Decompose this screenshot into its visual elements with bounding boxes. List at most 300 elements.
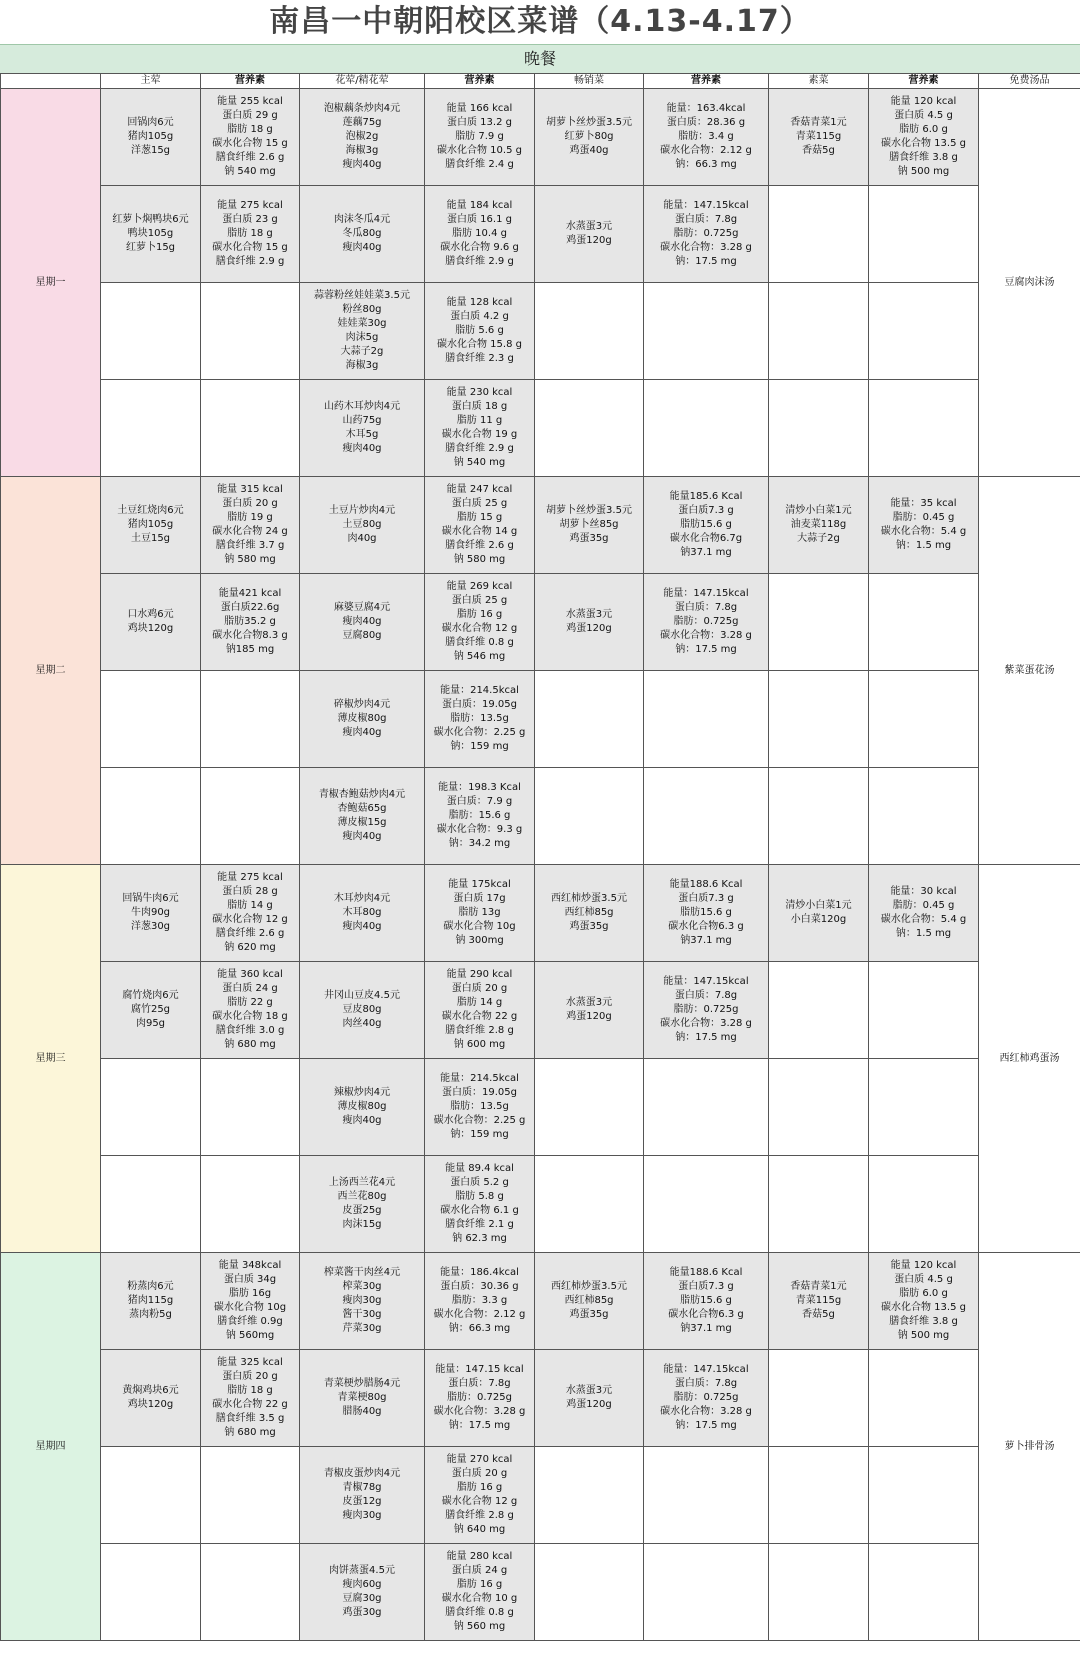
cell-line: 蛋白质 4.5 g — [894, 1274, 953, 1285]
main-nutrition-cell — [201, 1350, 300, 1447]
main-nutrition-cell — [201, 1059, 300, 1156]
vegetable-cell — [769, 283, 869, 380]
day-label: 星期二 — [1, 477, 101, 865]
main-dish-cell — [101, 477, 201, 574]
vegetable-nutrition-cell — [869, 477, 979, 574]
cell-line: 膳食纤维 2.9 g — [445, 443, 514, 454]
main-dish-cell — [101, 186, 201, 283]
vegetable-cell — [769, 671, 869, 768]
cell-line: 蛋白质：19.05g — [442, 699, 517, 710]
cell-line: 脂肪 16g — [228, 1288, 272, 1299]
cell-line: 碳水化合物 6.1 g — [440, 1205, 519, 1216]
cell-line: 钠：34.2 mg — [448, 838, 511, 849]
cell-line: 酱干30g — [342, 1309, 382, 1320]
mixed-dish-cell — [300, 1156, 425, 1253]
cell-line: 能量 247 kcal — [446, 484, 513, 495]
cell-line: 清炒小白菜1元 — [785, 505, 852, 516]
cell-line: 膳食纤维 3.0 g — [215, 1025, 285, 1036]
table-row — [1, 865, 1080, 962]
main-nutrition-cell — [201, 1544, 300, 1641]
cell-line: 能量：147.15kcal — [663, 200, 749, 211]
cell-line: 西红柿炒蛋3.5元 — [551, 893, 627, 904]
cell-line: 能量 315 kcal — [217, 484, 283, 495]
cell-line: 脂肪 5.8 g — [455, 1191, 504, 1202]
cell-line: 脂肪：0.45 g — [892, 512, 955, 523]
cell-line: 脂肪 18 g — [227, 1385, 273, 1396]
mixed-dish-cell — [300, 186, 425, 283]
cell-line: 脂肪：0.45 g — [892, 900, 955, 911]
cell-line: 清炒小白菜1元 — [785, 900, 852, 911]
best-seller-cell — [535, 574, 644, 671]
cell-line: 青椒杏鲍菇炒肉4元 — [318, 789, 406, 800]
mixed-nutrition-cell — [425, 962, 535, 1059]
cell-line: 蛋白质 20 g — [222, 1371, 278, 1382]
cell-line: 钠：66.3 mg — [448, 1323, 511, 1334]
cell-line: 钠 640 mg — [453, 1524, 506, 1535]
cell-line: 钠：1.5 mg — [895, 540, 952, 551]
main-dish-cell — [101, 768, 201, 865]
vegetable-cell — [769, 89, 869, 186]
cell-line: 钠：17.5 mg — [675, 256, 737, 267]
table-row — [1, 1447, 1080, 1544]
cell-line: 瘦肉40g — [342, 242, 382, 253]
cell-line: 脂肪：13.5g — [450, 713, 509, 724]
cell-line: 脂肪 18 g — [227, 228, 273, 239]
menu-body — [1, 89, 1080, 1641]
cell-line: 碳水化合物 22 g — [441, 1011, 518, 1022]
cell-line: 膳食纤维 2.8 g — [445, 1510, 514, 1521]
cell-line: 碳水化合物：5.4 g — [880, 526, 967, 537]
cell-line: 能量 348kcal — [218, 1260, 282, 1271]
vegetable-nutrition-cell — [869, 1253, 979, 1350]
cell-line: 蛋白质：30.36 g — [440, 1281, 519, 1292]
day-label: 星期一 — [1, 89, 101, 477]
cell-line: 上汤西兰花4元 — [328, 1177, 396, 1188]
cell-line: 能量 175kcal — [448, 879, 511, 890]
cell-line: 鸡蛋120g — [566, 623, 612, 634]
table-row — [1, 962, 1080, 1059]
cell-line: 膳食纤维 3.7 g — [215, 540, 285, 551]
cell-line: 蛋白质 18 g — [451, 401, 508, 412]
best-seller-nutrition-cell — [644, 477, 769, 574]
cell-line: 洋葱30g — [130, 921, 171, 932]
cell-line: 黄焖鸡块6元 — [122, 1385, 179, 1396]
main-dish-cell — [101, 574, 201, 671]
mixed-nutrition-cell — [425, 1156, 535, 1253]
cell-line: 蛋白质 20 g — [222, 498, 278, 509]
best-seller-cell — [535, 1350, 644, 1447]
cell-line: 钠 546 mg — [453, 651, 506, 662]
mixed-dish-cell — [300, 1350, 425, 1447]
vegetable-cell — [769, 1544, 869, 1641]
cell-line: 能量：198.3 Kcal — [438, 782, 521, 793]
cell-line: 能量 325 kcal — [217, 1357, 283, 1368]
cell-line: 碳水化合物 13.5 g — [881, 138, 966, 149]
vegetable-nutrition-cell — [869, 574, 979, 671]
cell-line: 碳水化合物：2.25 g — [433, 727, 526, 738]
cell-line: 碳水化合物 13.5 g — [881, 1302, 966, 1313]
best-seller-nutrition-cell — [644, 1059, 769, 1156]
cell-line: 碳水化合物6.3 g — [668, 1309, 744, 1320]
cell-line: 碳水化合物：5.4 g — [880, 914, 967, 925]
vegetable-cell — [769, 962, 869, 1059]
cell-line: 碳水化合物 12 g — [441, 1496, 518, 1507]
mixed-dish-cell — [300, 865, 425, 962]
cell-line: 膳食纤维 0.9g — [217, 1316, 283, 1327]
cell-line: 香菇青菜1元 — [790, 1281, 847, 1292]
cell-line: 土豆15g — [130, 533, 171, 544]
cell-line: 碳水化合物 10g — [213, 1302, 287, 1313]
cell-line: 肉40g — [347, 533, 377, 544]
cell-line: 碳水化合物：3.28 g — [660, 1406, 752, 1417]
cell-line: 钠 500 mg — [897, 1330, 950, 1341]
cell-line: 西红柿炒蛋3.5元 — [551, 1281, 627, 1292]
cell-line: 能量 275 kcal — [217, 872, 283, 883]
cell-line: 钠37.1 mg — [680, 935, 732, 946]
best-seller-nutrition-cell — [644, 1544, 769, 1641]
cell-line: 蛋白质 13.2 g — [447, 117, 512, 128]
best-seller-cell — [535, 671, 644, 768]
cell-line: 脂肪：3.3 g — [451, 1295, 508, 1306]
cell-line: 蛋白质：7.8g — [674, 1378, 738, 1389]
best-seller-nutrition-cell — [644, 1156, 769, 1253]
cell-line: 蛋白质 17g — [453, 893, 506, 904]
cell-line: 脂肪 6.0 g — [899, 124, 948, 135]
cell-line: 土豆红烧肉6元 — [117, 505, 184, 516]
best-seller-cell — [535, 1156, 644, 1253]
best-seller-nutrition-cell — [644, 671, 769, 768]
main-dish-cell — [101, 962, 201, 1059]
main-nutrition-cell — [201, 1156, 300, 1253]
main-dish-cell — [101, 1059, 201, 1156]
cell-line: 蛋白质 16.1 g — [447, 214, 512, 225]
main-dish-cell — [101, 1350, 201, 1447]
cell-line: 粉丝80g — [342, 304, 382, 315]
cell-line: 钠：66.3 mg — [675, 159, 737, 170]
cell-line: 能量 360 kcal — [217, 969, 283, 980]
cell-line: 钠：17.5 mg — [448, 1420, 511, 1431]
cell-line: 碳水化合物 18 g — [212, 1011, 288, 1022]
mixed-dish-cell — [300, 768, 425, 865]
cell-line: 能量：35 kcal — [890, 498, 957, 509]
main-dish-cell — [101, 671, 201, 768]
cell-line: 冬瓜80g — [342, 228, 382, 239]
cell-line: 蛋白质 24 g — [222, 983, 278, 994]
cell-line: 碳水化合物：3.28 g — [660, 630, 752, 641]
vegetable-nutrition-cell — [869, 1544, 979, 1641]
cell-line: 碳水化合物 24 g — [212, 526, 288, 537]
cell-line: 膳食纤维 2.1 g — [445, 1219, 514, 1230]
cell-line: 能量 275 kcal — [217, 200, 283, 211]
cell-line: 蛋白质：7.8g — [674, 602, 738, 613]
mixed-dish-cell — [300, 574, 425, 671]
cell-line: 土豆80g — [342, 519, 382, 530]
cell-line: 豆腐80g — [342, 630, 382, 641]
cell-line: 钠 560 mg — [453, 1621, 506, 1632]
cell-line: 薄皮椒80g — [337, 713, 387, 724]
cell-line: 香菇5g — [802, 145, 835, 156]
cell-line: 井冈山豆皮4.5元 — [324, 990, 400, 1001]
cell-line: 红萝卜15g — [125, 242, 176, 253]
cell-line: 能量 166 kcal — [446, 103, 513, 114]
cell-line: 脂肪：0.725g — [673, 616, 739, 627]
cell-line: 回锅肉6元 — [127, 117, 174, 128]
cell-line: 娃娃菜30g — [337, 318, 387, 329]
cell-line: 钠：159 mg — [450, 1129, 509, 1140]
cell-line: 瘦肉40g — [342, 727, 382, 738]
cell-line: 钠：159 mg — [450, 741, 509, 752]
vegetable-cell — [769, 1350, 869, 1447]
mixed-nutrition-cell — [425, 477, 535, 574]
main-dish-cell — [101, 1156, 201, 1253]
cell-line: 瘦肉40g — [342, 1115, 382, 1126]
cell-line: 肉沫15g — [342, 1219, 382, 1230]
cell-line: 脂肪 11 g — [456, 415, 503, 426]
best-seller-cell — [535, 186, 644, 283]
best-seller-cell — [535, 962, 644, 1059]
header-mixed-meat: 花荤/精花荤 — [300, 74, 425, 89]
cell-line: 脂肪：0.725g — [673, 1392, 739, 1403]
main-nutrition-cell — [201, 89, 300, 186]
best-seller-cell — [535, 768, 644, 865]
cell-line: 能量 230 kcal — [446, 387, 513, 398]
best-seller-cell — [535, 283, 644, 380]
cell-line: 西兰花80g — [337, 1191, 387, 1202]
main-dish-cell — [101, 1447, 201, 1544]
main-nutrition-cell — [201, 574, 300, 671]
cell-line: 膳食纤维 0.8 g — [445, 1607, 514, 1618]
header-main-meat: 主荤 — [101, 74, 201, 89]
cell-line: 水蒸蛋3元 — [565, 609, 613, 620]
cell-line: 脂肪 14 g — [227, 900, 273, 911]
cell-line: 海椒3g — [345, 145, 379, 156]
cell-line: 腐竹25g — [130, 1004, 171, 1015]
best-seller-nutrition-cell — [644, 574, 769, 671]
cell-line: 能量 255 kcal — [217, 96, 283, 107]
cell-line: 瘦肉40g — [342, 831, 382, 842]
main-nutrition-cell — [201, 1253, 300, 1350]
cell-line: 能量：147.15 kcal — [435, 1364, 524, 1375]
cell-line: 钠 580 mg — [453, 554, 506, 565]
cell-line: 碳水化合物 12 g — [441, 623, 518, 634]
cell-line: 蛋白质7.3 g — [678, 893, 734, 904]
best-seller-cell — [535, 380, 644, 477]
cell-line: 蛋白质 20 g — [451, 1468, 508, 1479]
cell-line: 能量：214.5kcal — [440, 685, 519, 696]
cell-line: 脂肪 16 g — [456, 1482, 503, 1493]
best-seller-nutrition-cell — [644, 380, 769, 477]
cell-line: 猪肉105g — [127, 519, 174, 530]
cell-line: 碳水化合物 14 g — [441, 526, 518, 537]
cell-line: 脂肪 6.0 g — [899, 1288, 948, 1299]
free-soup-cell: 西红柿鸡蛋汤 — [979, 865, 1080, 1253]
cell-line: 钠 680 mg — [224, 1427, 276, 1438]
cell-line: 鸡蛋30g — [342, 1607, 382, 1618]
best-seller-nutrition-cell — [644, 89, 769, 186]
mixed-nutrition-cell — [425, 865, 535, 962]
cell-line: 碳水化合物 15 g — [212, 138, 288, 149]
cell-line: 能量185.6 Kcal — [669, 491, 743, 502]
main-nutrition-cell — [201, 1447, 300, 1544]
cell-line: 钠：1.5 mg — [895, 928, 952, 939]
cell-line: 胡萝卜丝炒蛋3.5元 — [546, 117, 632, 128]
cell-line: 脂肪 13g — [458, 907, 501, 918]
cell-line: 碳水化合物 19 g — [441, 429, 518, 440]
best-seller-nutrition-cell — [644, 1253, 769, 1350]
cell-line: 膳食纤维 2.6 g — [445, 540, 514, 551]
cell-line: 大蒜子2g — [797, 533, 840, 544]
cell-line: 榨菜酱干肉丝4元 — [323, 1267, 401, 1278]
cell-line: 猪肉115g — [127, 1295, 174, 1306]
cell-line: 蛋白质：7.8g — [448, 1378, 511, 1389]
cell-line: 蛋白质22.6g — [220, 602, 280, 613]
cell-line: 碳水化合物 9.6 g — [440, 242, 519, 253]
cell-line: 鸡块120g — [127, 623, 174, 634]
cell-line: 蛋白质7.3 g — [678, 1281, 734, 1292]
cell-line: 碳水化合物 22 g — [212, 1399, 288, 1410]
cell-line: 香菇5g — [802, 1309, 835, 1320]
cell-line: 能量 269 kcal — [446, 581, 513, 592]
cell-line: 蛋白质：28.36 g — [666, 117, 746, 128]
cell-line: 西红柿85g — [564, 907, 614, 918]
cell-line: 蛋白质 4.2 g — [450, 311, 509, 322]
table-row — [1, 380, 1080, 477]
header-free-soup: 免费汤品 — [979, 74, 1080, 89]
cell-line: 碳水化合物 10.5 g — [437, 145, 522, 156]
best-seller-cell — [535, 89, 644, 186]
cell-line: 钠 540 mg — [453, 457, 506, 468]
cell-line: 鸡蛋120g — [566, 235, 612, 246]
main-nutrition-cell — [201, 865, 300, 962]
table-row — [1, 89, 1080, 186]
main-nutrition-cell — [201, 962, 300, 1059]
header-nutrition: 营养素 — [869, 74, 979, 89]
mixed-nutrition-cell — [425, 1059, 535, 1156]
cell-line: 碳水化合物 10g — [443, 921, 516, 932]
cell-line: 碳水化合物 15 g — [212, 242, 288, 253]
cell-line: 鸡块120g — [127, 1399, 174, 1410]
cell-line: 蛋白质：7.9 g — [446, 796, 513, 807]
cell-line: 薄皮椒15g — [337, 817, 387, 828]
cell-line: 碳水化合物：9.3 g — [436, 824, 523, 835]
cell-line: 牛肉90g — [130, 907, 171, 918]
cell-line: 蛋白质 25 g — [451, 498, 508, 509]
cell-line: 油麦菜118g — [790, 519, 847, 530]
table-row — [1, 1253, 1080, 1350]
main-dish-cell — [101, 1253, 201, 1350]
table-row — [1, 283, 1080, 380]
cell-line: 鸭块105g — [127, 228, 174, 239]
cell-line: 碳水化合物：3.28 g — [660, 242, 752, 253]
cell-line: 碎椒炒肉4元 — [333, 699, 391, 710]
cell-line: 碳水化合物：3.28 g — [660, 1018, 752, 1029]
cell-line: 能量 89.4 kcal — [445, 1163, 514, 1174]
main-nutrition-cell — [201, 671, 300, 768]
cell-line: 能量：186.4kcal — [440, 1267, 519, 1278]
mixed-nutrition-cell — [425, 1544, 535, 1641]
vegetable-cell — [769, 1156, 869, 1253]
cell-line: 脂肪：0.725g — [447, 1392, 512, 1403]
cell-line: 脂肪 16 g — [456, 1579, 503, 1590]
cell-line: 脂肪 16 g — [456, 609, 503, 620]
cell-line: 能量 280 kcal — [446, 1551, 513, 1562]
cell-line: 钠37.1 mg — [680, 1323, 732, 1334]
cell-line: 碳水化合物8.3 g — [212, 630, 288, 641]
cell-line: 腐竹烧肉6元 — [122, 990, 179, 1001]
cell-line: 能量：214.5kcal — [440, 1073, 519, 1084]
free-soup-cell: 豆腐肉沫汤 — [979, 89, 1080, 477]
vegetable-cell — [769, 477, 869, 574]
best-seller-nutrition-cell — [644, 283, 769, 380]
cell-line: 青菜梗80g — [337, 1392, 387, 1403]
table-row — [1, 477, 1080, 574]
cell-line: 蒸肉粉5g — [129, 1309, 172, 1320]
table-row — [1, 1059, 1080, 1156]
header-day — [1, 74, 101, 89]
cell-line: 蒜蓉粉丝娃娃菜3.5元 — [314, 290, 410, 301]
cell-line: 小白菜120g — [790, 914, 847, 925]
cell-line: 钠 500 mg — [897, 166, 950, 177]
mixed-nutrition-cell — [425, 283, 535, 380]
cell-line: 脂肪：0.725g — [673, 228, 739, 239]
mixed-nutrition-cell — [425, 89, 535, 186]
cell-line: 脂肪35.2 g — [224, 616, 276, 627]
cell-line: 能量：147.15kcal — [663, 976, 749, 987]
mixed-nutrition-cell — [425, 671, 535, 768]
cell-line: 碳水化合物 12 g — [212, 914, 288, 925]
mixed-dish-cell — [300, 1447, 425, 1544]
cell-line: 脂肪 15 g — [456, 512, 503, 523]
cell-line: 瘦肉40g — [342, 616, 382, 627]
cell-line: 钠：17.5 mg — [675, 1032, 737, 1043]
cell-line: 肉沫5g — [345, 332, 379, 343]
main-dish-cell — [101, 283, 201, 380]
cell-line: 脂肪 10.4 g — [452, 228, 507, 239]
best-seller-cell — [535, 477, 644, 574]
main-dish-cell — [101, 380, 201, 477]
cell-line: 蛋白质 28 g — [222, 886, 278, 897]
mixed-nutrition-cell — [425, 1350, 535, 1447]
cell-line: 鸡蛋35g — [569, 533, 609, 544]
header-nutrition: 营养素 — [201, 74, 300, 89]
cell-line: 瘦肉40g — [342, 159, 382, 170]
cell-line: 钠：17.5 mg — [675, 644, 737, 655]
best-seller-nutrition-cell — [644, 186, 769, 283]
vegetable-cell — [769, 186, 869, 283]
cell-line: 肉饼蒸蛋4.5元 — [329, 1565, 395, 1576]
mixed-dish-cell — [300, 89, 425, 186]
mixed-dish-cell — [300, 380, 425, 477]
cell-line: 碳水化合物 15.8 g — [437, 339, 522, 350]
table-row — [1, 574, 1080, 671]
cell-line: 西红柿85g — [564, 1295, 614, 1306]
cell-line: 碳水化合物：2.12 g — [660, 145, 752, 156]
main-nutrition-cell — [201, 768, 300, 865]
main-dish-cell — [101, 1544, 201, 1641]
cell-line: 能量 128 kcal — [446, 297, 513, 308]
cell-line: 辣椒炒肉4元 — [333, 1087, 391, 1098]
cell-line: 脂肪：0.725g — [673, 1004, 739, 1015]
cell-line: 脂肪 18 g — [227, 124, 273, 135]
vegetable-nutrition-cell — [869, 1447, 979, 1544]
mixed-dish-cell — [300, 477, 425, 574]
cell-line: 能量 184 kcal — [446, 200, 513, 211]
cell-line: 瘦肉30g — [342, 1510, 382, 1521]
cell-line: 钠185 mg — [225, 644, 275, 655]
mixed-nutrition-cell — [425, 768, 535, 865]
cell-line: 蛋白质 5.2 g — [450, 1177, 509, 1188]
vegetable-cell — [769, 768, 869, 865]
